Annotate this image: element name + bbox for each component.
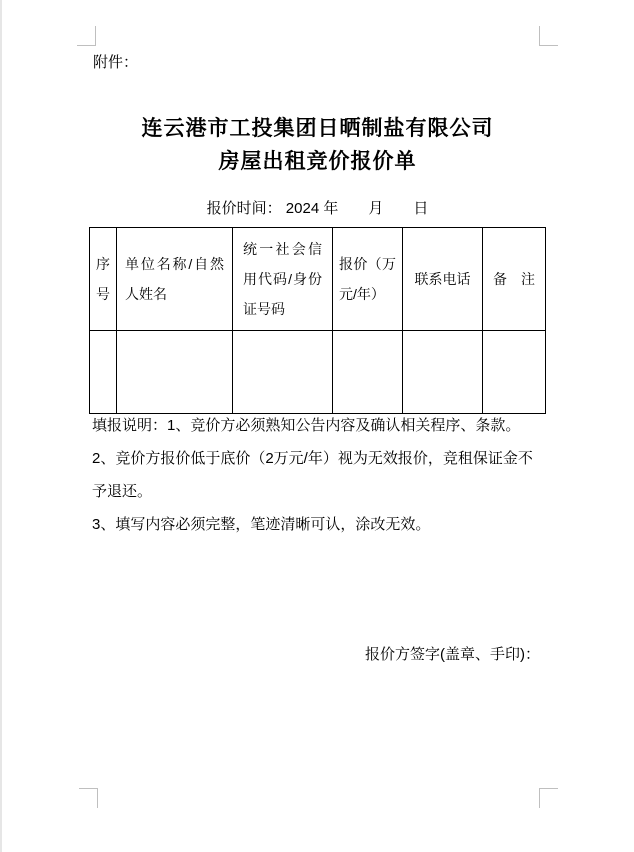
- document-title: [90, 112, 545, 178]
- header-credit-code: 统一社会信用代码/身份证号码: [233, 228, 333, 331]
- cell-quote-price: [333, 331, 403, 414]
- bidder-signature-label: 报价方签字(盖章、手印)：: [365, 646, 540, 663]
- cell-entity-name: [117, 331, 233, 414]
- header-remarks: 备 注: [483, 228, 546, 331]
- margin-mark-bottom-right-icon: [539, 788, 558, 808]
- instruction-line-1: 填报说明：1、竞价方必须熟知公告内容及确认相关程序、条款。: [92, 417, 521, 434]
- instruction-line-2-cont: 予退还。: [92, 483, 153, 500]
- title-line-form-name: 房屋出租竞价报价单: [218, 149, 417, 173]
- instruction-line-3: 3、填写内容必须完整，笔迹清晰可认，涂改无效。: [92, 516, 431, 533]
- title-line-company: 连云港市工投集团日晒制盐有限公司: [141, 116, 494, 140]
- instruction-line-2: 2、竞价方报价低于底价（2万元/年）视为无效报价，竞租保证金不: [92, 450, 533, 467]
- page-left-edge: [0, 0, 2, 852]
- cell-credit-code: [233, 331, 333, 414]
- margin-mark-top-right-icon: [539, 26, 558, 46]
- attachment-label: 附件：: [93, 54, 139, 71]
- margin-mark-bottom-left-icon: [79, 788, 98, 808]
- cell-serial-number: [90, 331, 117, 414]
- margin-mark-top-left-icon: [77, 26, 96, 46]
- header-serial-number: 序号: [90, 228, 117, 331]
- table-header-row: [90, 228, 546, 331]
- header-quote-price: 报价（万元/年）: [333, 228, 403, 331]
- header-entity-name: 单位名称/自然人姓名: [117, 228, 233, 331]
- cell-remarks: [483, 331, 546, 414]
- table-row: [90, 331, 546, 414]
- filling-instructions: [92, 409, 554, 541]
- cell-contact-phone: [403, 331, 483, 414]
- bid-price-table: [89, 227, 546, 414]
- header-contact-phone: 联系电话: [403, 228, 483, 331]
- quote-date-line: 报价时间： 2024 年 月 日: [206, 200, 429, 217]
